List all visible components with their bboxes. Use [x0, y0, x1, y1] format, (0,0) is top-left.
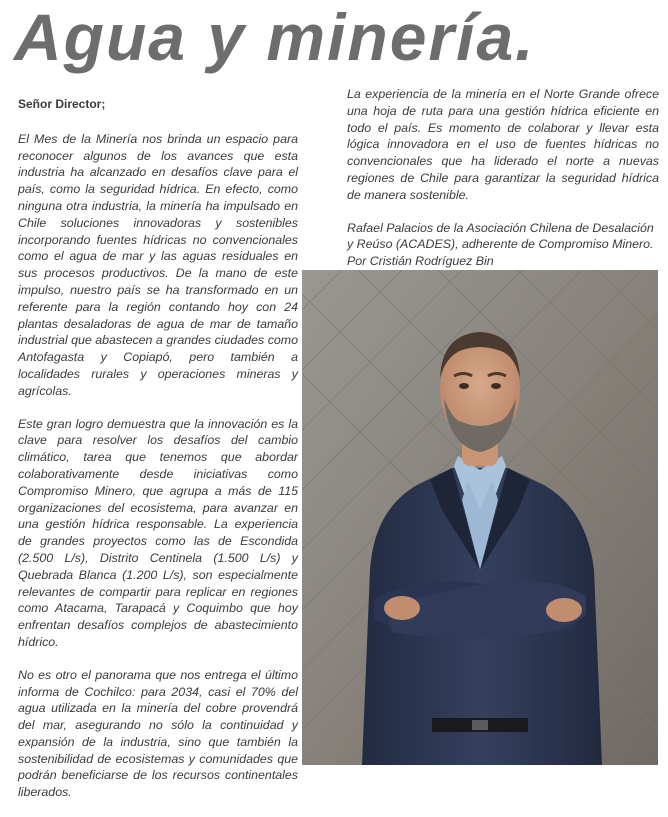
left-column: [18, 96, 298, 817]
body-paragraph-3: No es otro el panorama que nos entrega el último informa de Cochilco: para 2034, casi el 70% del agua utilizada en la minería del cobre provendrá del mar, asegurando no sólo la continuidad y expansión de la industria, sino que también la sostenibilidad de ecosistemas y comunidades que podrán beneficiarse de los recursos continentales liberados.: [18, 667, 298, 800]
body-paragraph-1: El Mes de la Minería nos brinda un espacio para reconocer algunos de los avances que esta industria ha alcanzado en desafíos clave para el país, como la seguridad hídrica. En efecto, como ninguna otra industria, la minería ha impulsado en Chile soluciones innovadoras y sostenibles incorporando fuentes hídricas no convencionales como el agua de mar y las aguas residuales en sus procesos productivos. De la mano de este impulso, nuestro país se ha transformado en un referente para la región contando hoy con 24 plantas desaladoras de agua de mar de tamaño industrial que abastecen a grandes ciudades como Antofagasta y Copiapó, pero también a localidades rurales y operaciones mineras y agrícolas.: [18, 131, 298, 398]
signature: [347, 220, 659, 270]
salutation: Señor Director;: [18, 97, 106, 111]
portrait-photo: [302, 270, 658, 765]
body-paragraph-2: Este gran logro demuestra que la innovación es la clave para resolver los desafíos del cambio climático, tarea que tenemos que abordar colaborativamente desde iniciativas como Compromiso Minero, que agrupa a más de 115 organizaciones del ecosistema, para avanzar en una gestión hídrica responsable. La experiencia de grandes proyectos como las de Escondida (2.500 L/s), Distrito Centinela (1.500 L/s) y Quebrada Blanca (1.200 L/s), son especialmente relevantes de compartir para replicar en regiones como Atacama, Tarapacá y Coquimbo que hoy enfrentan desafíos complejos de abastecimiento hídrico.: [18, 416, 298, 649]
body-paragraph-4: La experiencia de la minería en el Norte Grande ofrece una hoja de ruta para una gestión hídrica eficiente en todo el país. Es momento de colaborar y llevar esta lógica innovadora en el uso de fuentes hídricas no convencionales que ha liderado el norte a nuevas regiones de Chile para garantizar la seguridad hídrica de manera sostenible.: [347, 87, 659, 202]
headline: Agua y minería.: [14, 0, 536, 74]
right-column: [347, 86, 659, 270]
signature-author: Rafael Palacios de la Asociación Chilena de Desalación y Reúso (ACADES), adherente de Compromiso Minero.: [347, 220, 654, 252]
signature-byline: Por Cristián Rodríguez Bin: [347, 254, 494, 269]
portrait-illustration: [302, 270, 658, 765]
